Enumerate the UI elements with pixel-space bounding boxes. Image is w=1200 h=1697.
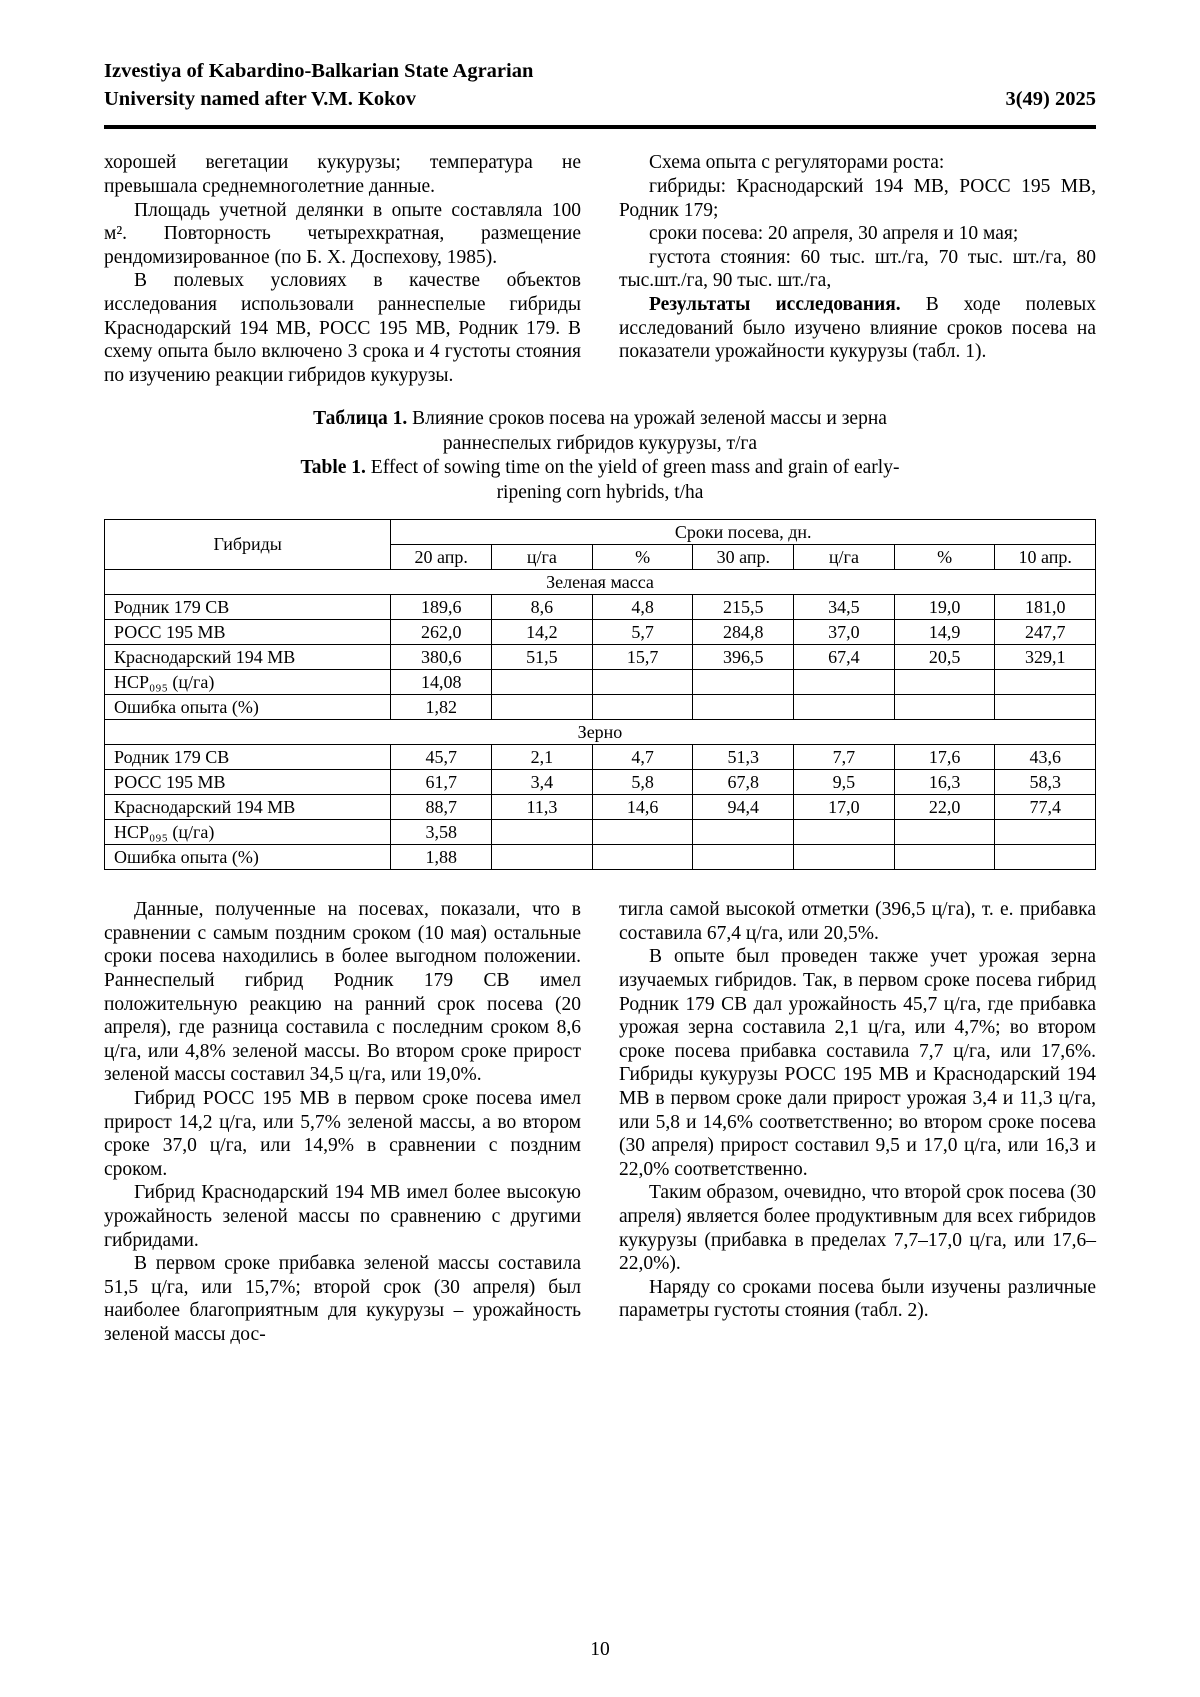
table-row (105, 695, 1096, 720)
table-row (105, 745, 1096, 770)
value-cell: 94,4 (693, 795, 794, 820)
value-cell: 67,4 (794, 645, 895, 670)
hybrid-name-cell: НСР₀₉₅ (ц/га) (105, 670, 391, 695)
discussion-right-column (619, 898, 1096, 1346)
paragraph: Таким образом, очевидно, что второй срок посева (30 апреля) является более продуктивным для всех гибридов кукурузы (прибавка в пределах 7,7–17,0 ц/га, или 17,6–22,0%). (619, 1182, 1096, 1275)
value-cell: 8,6 (492, 595, 593, 620)
value-cell (794, 670, 895, 695)
value-cell: 14,6 (592, 795, 693, 820)
paragraph: хорошей вегетации кукурузы; температура не превышала среднемноголетние данные. (104, 152, 581, 197)
value-cell: 77,4 (995, 795, 1096, 820)
value-cell: 4,7 (592, 745, 693, 770)
value-cell: 2,1 (492, 745, 593, 770)
journal-header (104, 58, 1096, 113)
hybrid-name-cell: НСР₀₉₅ (ц/га) (105, 820, 391, 845)
page-number: 10 (590, 1639, 610, 1660)
value-cell: 262,0 (391, 620, 492, 645)
section-header-grain: Зерно (105, 720, 1096, 745)
column-header: % (894, 545, 995, 570)
value-cell: 14,08 (391, 670, 492, 695)
paragraph: Площадь учетной делянки в опыте составляла 100 м². Повторность четырехкратная, размещение рендомизированное (по Б. Х. Доспехову, 1985). (104, 199, 581, 268)
value-cell: 380,6 (391, 645, 492, 670)
column-header: ц/га (794, 545, 895, 570)
value-cell: 17,6 (894, 745, 995, 770)
paragraph: гибриды: Краснодарский 194 МВ, РОСС 195 МВ, Родник 179; (619, 175, 1096, 221)
value-cell: 17,0 (794, 795, 895, 820)
value-cell (794, 820, 895, 845)
table-caption-en (280, 456, 920, 505)
hybrid-name-cell: Родник 179 СВ (105, 745, 391, 770)
value-cell (894, 670, 995, 695)
value-cell (592, 845, 693, 870)
value-cell: 1,88 (391, 845, 492, 870)
value-cell (894, 695, 995, 720)
issue-number: 3(49) 2025 (1005, 87, 1096, 110)
value-cell: 7,7 (794, 745, 895, 770)
intro-columns (104, 151, 1096, 387)
value-cell (492, 695, 593, 720)
paragraph: Данные, полученные на посевах, показали, что в сравнении с самым поздним сроком (10 мая) остальные сроки посева находились в более выгодном положении. Раннеспелый гибрид Родник 179 СВ имел положительную реакцию на ранний срок посева (20 апреля), где разница составила с последним сроком 8,6 ц/га, или 4,8% зеленой массы. Во втором сроке прирост зеленой массы составил 34,5 ц/га, или 19,0%. (104, 899, 581, 1086)
value-cell: 14,9 (894, 620, 995, 645)
value-cell (492, 820, 593, 845)
sowing-dates-group-header: Сроки посева, дн. (391, 520, 1096, 545)
hybrid-name-cell: Ошибка опыта (%) (105, 695, 391, 720)
value-cell (492, 845, 593, 870)
value-cell (592, 820, 693, 845)
header-rule (104, 125, 1096, 129)
table-row (105, 795, 1096, 820)
column-header: 20 апр. (391, 545, 492, 570)
column-header: 10 апр. (995, 545, 1096, 570)
table-caption (280, 407, 920, 505)
section-header-row (105, 720, 1096, 745)
table-header-row-1 (105, 520, 1096, 545)
table-caption-ru (280, 407, 920, 456)
journal-title-line2: University named after V.M. Kokov (104, 87, 417, 110)
value-cell: 9,5 (794, 770, 895, 795)
value-cell: 5,7 (592, 620, 693, 645)
results-text: В ходе полевых исследований было изучено влияние сроков посева на показатели урожайности кукурузы (табл. 1). (619, 293, 1096, 363)
value-cell: 43,6 (995, 745, 1096, 770)
column-header: ц/га (492, 545, 593, 570)
table-caption-ru-text: Влияние сроков посева на урожай зеленой массы и зерна раннеспелых гибридов кукурузы, т/га (407, 408, 887, 454)
value-cell (995, 845, 1096, 870)
value-cell: 5,8 (592, 770, 693, 795)
value-cell: 51,3 (693, 745, 794, 770)
value-cell: 247,7 (995, 620, 1096, 645)
value-cell: 67,8 (693, 770, 794, 795)
value-cell: 284,8 (693, 620, 794, 645)
value-cell (592, 695, 693, 720)
paragraph: В полевых условиях в качестве объектов исследования использовали раннеспелые гибриды Краснодарский 194 МВ, РОСС 195 МВ, Родник 179. В схему опыта было включено 3 срока и 4 густоты стояния по изучению реакции гибридов кукурузы. (104, 270, 581, 386)
intro-left-column (104, 151, 581, 387)
column-header: 30 апр. (693, 545, 794, 570)
paragraph: Наряду со сроками посева были изучены различные параметры густоты стояния (табл. 2). (619, 1276, 1096, 1322)
value-cell: 3,4 (492, 770, 593, 795)
value-cell: 3,58 (391, 820, 492, 845)
value-cell (794, 845, 895, 870)
results-table (104, 519, 1096, 870)
value-cell: 4,8 (592, 595, 693, 620)
table-row (105, 770, 1096, 795)
value-cell: 11,3 (492, 795, 593, 820)
journal-title-line1: Izvestiya of Kabardino-Balkarian State Agrarian (104, 60, 534, 82)
paragraph: Гибрид Краснодарский 194 МВ имел более высокую урожайность зеленой массы по сравнению с другими гибридами. (104, 1182, 581, 1251)
value-cell (693, 820, 794, 845)
paragraph-results-lead (619, 293, 1096, 364)
table-caption-ru-lead: Таблица 1. (313, 408, 408, 430)
value-cell: 22,0 (894, 795, 995, 820)
value-cell: 16,3 (894, 770, 995, 795)
value-cell: 34,5 (794, 595, 895, 620)
hybrid-name-cell: Краснодарский 194 МВ (105, 795, 391, 820)
discussion-left-column (104, 898, 581, 1346)
paragraph: густота стояния: 60 тыс. шт./га, 70 тыс. шт./га, 80 тыс.шт./га, 90 тыс. шт./га, (619, 246, 1096, 292)
value-cell: 51,5 (492, 645, 593, 670)
paragraph: тигла самой высокой отметки (396,5 ц/га), т. е. прибавка составила 67,4 ц/га, или 20,5%. (619, 899, 1096, 944)
journal-title-line2-row (104, 86, 1096, 114)
value-cell: 189,6 (391, 595, 492, 620)
table-caption-en-lead: Table 1. (300, 457, 366, 479)
value-cell: 181,0 (995, 595, 1096, 620)
value-cell: 1,82 (391, 695, 492, 720)
column-header: % (592, 545, 693, 570)
value-cell: 396,5 (693, 645, 794, 670)
table-row (105, 595, 1096, 620)
value-cell: 37,0 (794, 620, 895, 645)
hybrids-column-header: Гибриды (105, 520, 391, 570)
table-caption-en-text: Effect of sowing time on the yield of green mass and grain of early-ripening corn hybrids, t/ha (365, 457, 900, 503)
results-heading: Результаты исследования. (649, 293, 901, 315)
page-footer (0, 1639, 1200, 1661)
paragraph: сроки посева: 20 апреля, 30 апреля и 10 мая; (649, 223, 1019, 245)
section-header-green-mass: Зеленая масса (105, 570, 1096, 595)
table-row (105, 620, 1096, 645)
paragraph: В первом сроке прибавка зеленой массы составила 51,5 ц/га, или 15,7%; второй срок (30 апреля) был наиболее благоприятным для кукурузы – урожайность зеленой массы дос- (104, 1253, 581, 1345)
value-cell: 58,3 (995, 770, 1096, 795)
value-cell (693, 845, 794, 870)
paragraph: Гибрид РОСС 195 МВ в первом сроке посева имел прирост 14,2 ц/га, или 5,7% зеленой массы, а во втором сроке 37,0 ц/га, или 14,9% в сравнении с поздним сроком. (104, 1088, 581, 1180)
hybrid-name-cell: Краснодарский 194 МВ (105, 645, 391, 670)
paragraph: Схема опыта с регуляторами роста: (649, 152, 945, 174)
table-row (105, 820, 1096, 845)
value-cell: 15,7 (592, 645, 693, 670)
value-cell: 88,7 (391, 795, 492, 820)
intro-right-column (619, 151, 1096, 387)
value-cell: 20,5 (894, 645, 995, 670)
section-header-row (105, 570, 1096, 595)
value-cell (592, 670, 693, 695)
table-row (105, 645, 1096, 670)
paragraph: В опыте был проведен также учет урожая зерна изучаемых гибридов. Так, в первом сроке посева гибрид Родник 179 СВ дал урожайность 45,7 ц/га, где прибавка урожая зерна составила 2,1 ц/га, или 4,7%; во втором сроке посева прибавка составила 7,7 ц/га, или 17,6%. Гибриды кукурузы РОСС 195 МВ и Краснодарский 194 МВ в первом сроке дали прирост урожая 3,4 и 11,3 ц/га, или 5,8 и 14,6% соответственно; во втором сроке посева (30 апреля) прирост составил 9,5 и 17,0 ц/га, или 16,3 и 22,0% соответственно. (619, 946, 1096, 1180)
value-cell (894, 845, 995, 870)
value-cell (693, 670, 794, 695)
value-cell: 329,1 (995, 645, 1096, 670)
hybrid-name-cell: РОСС 195 МВ (105, 620, 391, 645)
table-row (105, 845, 1096, 870)
value-cell: 215,5 (693, 595, 794, 620)
value-cell: 19,0 (894, 595, 995, 620)
value-cell (995, 670, 1096, 695)
value-cell (894, 820, 995, 845)
value-cell: 14,2 (492, 620, 593, 645)
value-cell: 45,7 (391, 745, 492, 770)
hybrid-name-cell: Ошибка опыта (%) (105, 845, 391, 870)
hybrid-name-cell: РОСС 195 МВ (105, 770, 391, 795)
hybrid-name-cell: Родник 179 СВ (105, 595, 391, 620)
discussion-columns (104, 898, 1096, 1346)
value-cell (995, 695, 1096, 720)
value-cell (995, 820, 1096, 845)
value-cell (492, 670, 593, 695)
value-cell (693, 695, 794, 720)
table-row (105, 670, 1096, 695)
value-cell: 61,7 (391, 770, 492, 795)
value-cell (794, 695, 895, 720)
